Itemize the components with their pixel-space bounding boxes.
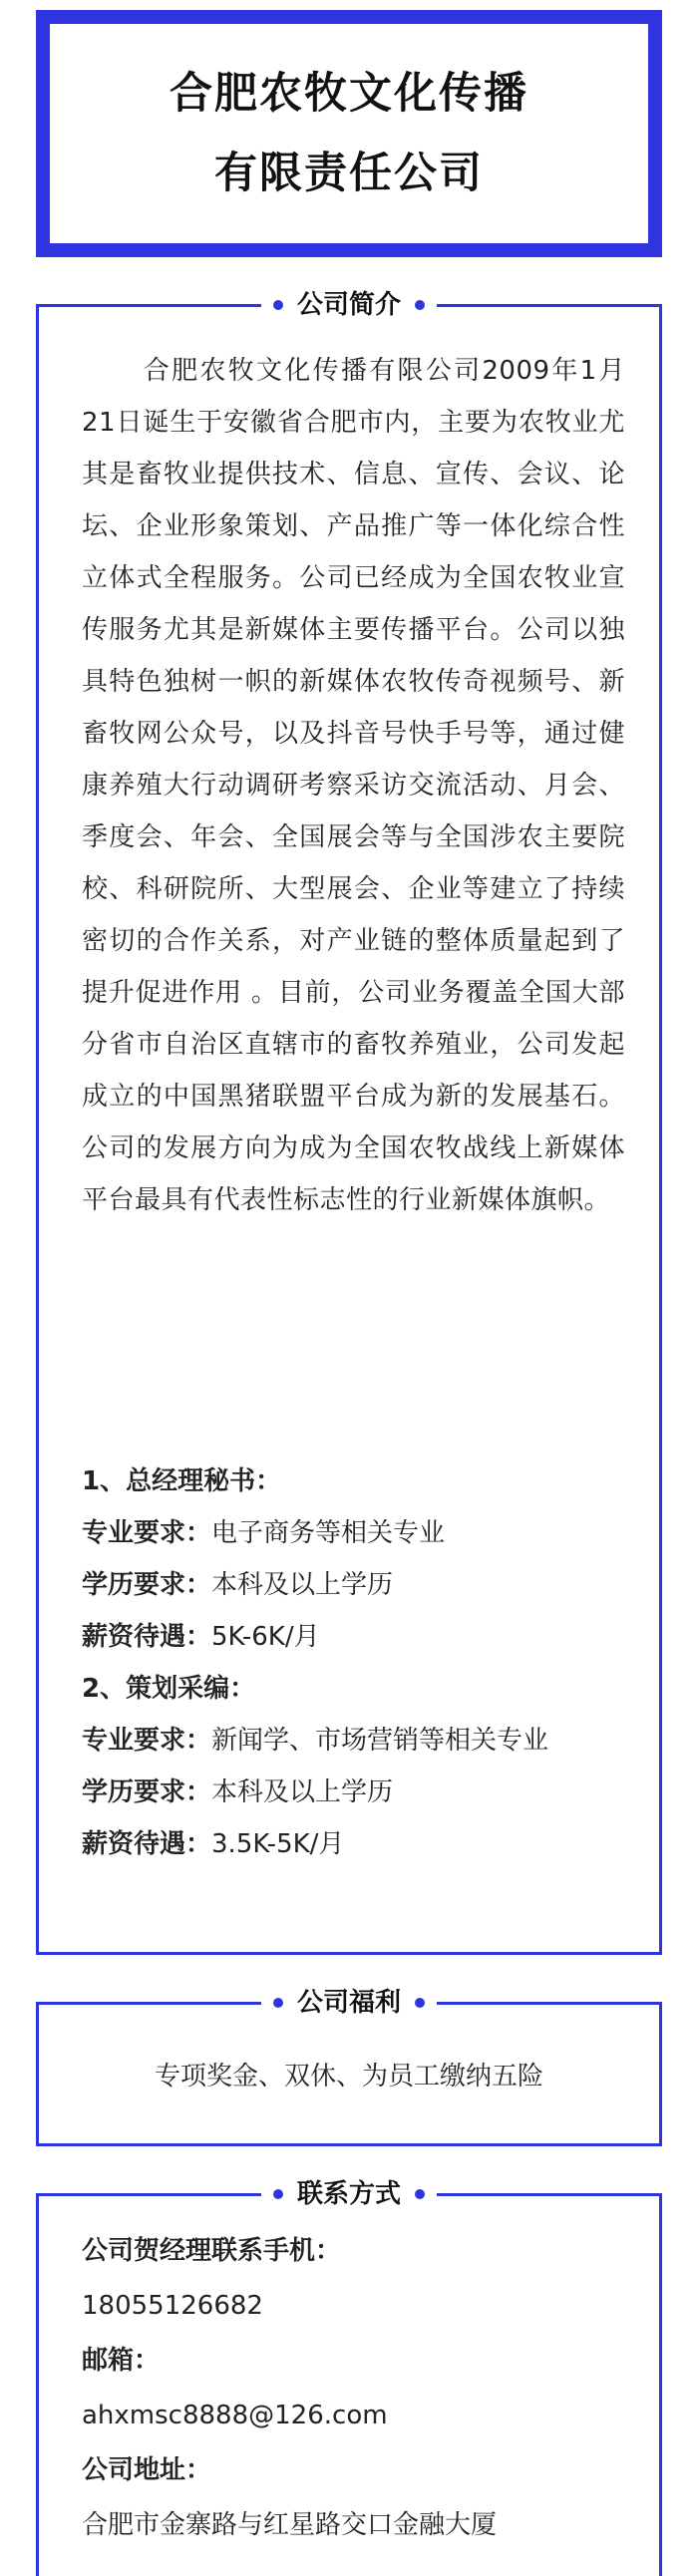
contact-section [36, 2179, 662, 2576]
intro-heading [39, 287, 659, 323]
phone-number[interactable]: 18055126682 [82, 2291, 263, 2321]
address-label: 公司地址： [82, 2455, 212, 2485]
address-text: 合肥市金寨路与红星路交口金融大厦 [82, 2510, 498, 2540]
company-title-line2: 有限责任公司 [214, 149, 484, 198]
dot-icon [273, 2189, 283, 2199]
job-education: 学历要求：本科及以上学历 [82, 1777, 394, 1807]
contact-details [82, 2224, 625, 2553]
dot-icon [273, 300, 283, 310]
benefits-heading-label: 公司福利 [296, 1988, 401, 2018]
dot-icon [415, 1998, 425, 2008]
intro-paragraph-text: 合肥农牧文化传播有限公司2009年1月21日诞生于安徽省合肥市内，主要为农牧业尤其是畜牧业提供技术、信息、宣传、会议、论坛、企业形象策划、产品推广等一体化综合性立体式全程服务。公司已经成为全国农牧业宣传服务尤其是新媒体主要传播平台。公司以独具特色独树一帜的新媒体农牧传奇视频号、新畜牧网公众号，以及抖音号快手号等，通过健康养殖大行动调研考察采访交流活动、月会、季度会、年会、全国展会等与全国涉农主要院校、科研院所、大型展会、企业等建立了持续密切的合作关系，对产业链的整体质量起到了提升促进作用 。目前，公司业务覆盖全国大部分省市自治区直辖市的畜牧养殖业，公司发起成立的中国黑猪联盟平台成为新的发展基石。公司的发展方向为成为全国农牧战线上新媒体平台最具有代表性标志性的行业新媒体旗帜。 [82, 356, 625, 1215]
title-banner [36, 10, 662, 257]
dot-icon [415, 300, 425, 310]
job-major: 专业要求：新闻学、市场营销等相关专业 [82, 1726, 549, 1756]
job-education: 学历要求：本科及以上学历 [82, 1570, 394, 1600]
phone-label: 公司贺经理联系手机： [82, 2236, 342, 2266]
intro-heading-label: 公司简介 [296, 290, 401, 320]
contact-heading [39, 2176, 659, 2212]
job-title: 1、总经理秘书： [82, 1466, 282, 1496]
job-major: 专业要求：电子商务等相关专业 [82, 1518, 446, 1548]
email-label: 邮箱： [82, 2346, 161, 2376]
job-salary: 薪资待遇：5K-6K/月 [82, 1622, 320, 1652]
benefits-text: 专项奖金、双休、为员工缴纳五险 [154, 2062, 543, 2092]
job-salary: 薪资待遇：3.5K-5K/月 [82, 1829, 345, 1859]
dot-icon [415, 2189, 425, 2199]
contact-heading-label: 联系方式 [296, 2179, 401, 2209]
benefits-heading [39, 1985, 659, 2021]
email-address[interactable]: ahxmsc8888@126.com [82, 2401, 388, 2430]
intro-section [36, 290, 662, 1955]
benefits-section [36, 1988, 662, 2146]
dot-icon [273, 1998, 283, 2008]
company-title-line1: 合肥农牧文化传播 [170, 69, 528, 119]
intro-paragraph [82, 345, 625, 1226]
job-list [82, 1455, 625, 1870]
job-title: 2、策划采编： [82, 1674, 256, 1704]
